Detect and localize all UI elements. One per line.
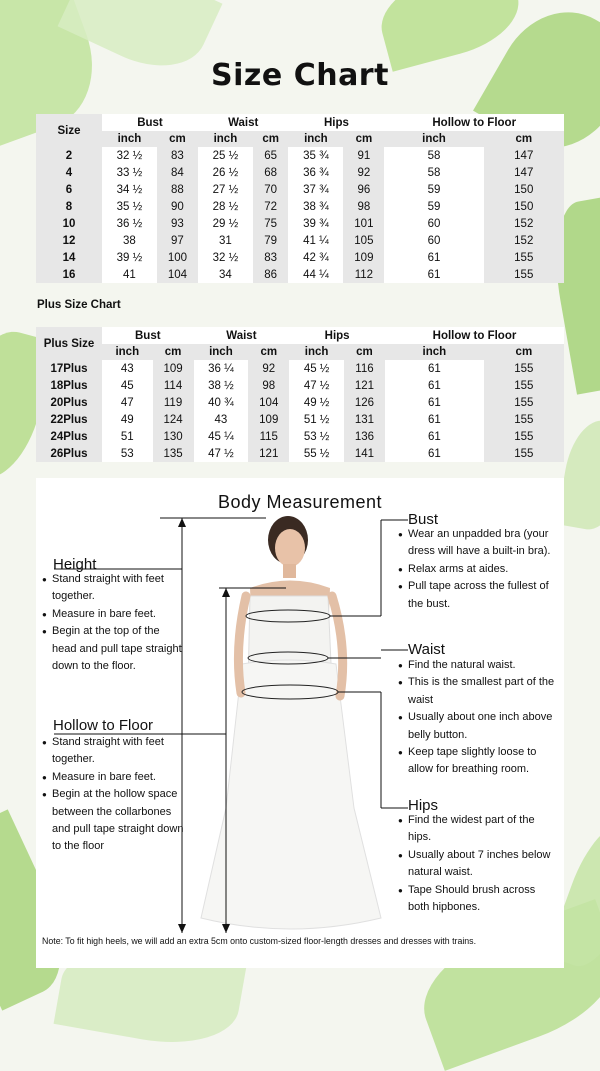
body-measurement-panel	[36, 478, 564, 968]
table-cell: 109	[153, 360, 194, 377]
table-cell: 55 ½	[303, 447, 330, 460]
table-cell: 83	[253, 249, 289, 266]
body-measurement-title: Body Measurement	[217, 492, 383, 512]
hollow-title: Hollow to Floor	[53, 717, 154, 734]
hips-notes	[398, 812, 558, 916]
unit-header: cm	[253, 131, 289, 147]
table-cell: 34 ½	[116, 183, 143, 196]
table-cell: 124	[153, 411, 194, 428]
plus-table-panel	[36, 327, 564, 462]
size-cell: 2	[36, 147, 102, 164]
table-cell: 104	[157, 266, 198, 283]
table-cell: 152	[484, 232, 565, 249]
unit-header: inch	[289, 344, 344, 360]
unit-header: cm	[484, 344, 564, 360]
table-cell: 147	[484, 147, 565, 164]
table-cell: 93	[157, 215, 198, 232]
table-cell: 96	[343, 181, 384, 198]
table-cell: 59	[427, 183, 441, 196]
model-figure	[201, 516, 381, 929]
list-item: ● Tape Should brush across both hipbones.	[398, 882, 558, 917]
table-cell: 109	[343, 249, 384, 266]
table-row	[36, 164, 564, 181]
size-cell: 18Plus	[36, 377, 102, 394]
table-cell: 92	[248, 360, 289, 377]
bust-header: Bust	[137, 116, 163, 129]
unit-header: inch	[288, 131, 343, 147]
size-cell: 20Plus	[36, 394, 102, 411]
table-cell: 92	[343, 164, 384, 181]
table-cell: 29 ½	[212, 217, 239, 230]
table-cell: 86	[253, 266, 289, 283]
table-cell: 152	[484, 215, 565, 232]
table-cell: 34	[219, 268, 232, 281]
table-cell: 119	[153, 394, 194, 411]
table-row	[36, 428, 564, 445]
table-cell: 45	[120, 379, 134, 392]
table-cell: 70	[253, 181, 289, 198]
table-cell: 135	[153, 445, 194, 462]
table-cell: 39 ¾	[303, 217, 329, 230]
table-row	[36, 377, 564, 394]
table-cell: 155	[484, 249, 565, 266]
table-cell: 105	[343, 232, 384, 249]
table-row	[36, 360, 564, 377]
table-cell: 45 ½	[303, 362, 330, 375]
size-header: Size	[36, 114, 102, 147]
table-cell: 36 ½	[116, 217, 143, 230]
table-row	[36, 198, 564, 215]
table-cell: 61	[427, 413, 441, 426]
table-cell: 59	[427, 200, 441, 213]
table-cell: 84	[157, 164, 198, 181]
table-cell: 116	[344, 360, 385, 377]
table-cell: 101	[343, 215, 384, 232]
size-cell: 22Plus	[36, 411, 102, 428]
table-cell: 131	[344, 411, 385, 428]
table-cell: 42 ¾	[303, 251, 329, 264]
size-table-panel	[36, 114, 564, 283]
hips-header: Hips	[324, 116, 349, 129]
list-item: ● This is the smallest part of the waist	[398, 674, 558, 709]
table-cell: 47	[120, 396, 134, 409]
waist-title: Waist	[408, 641, 445, 658]
table-cell: 100	[157, 249, 198, 266]
table-cell: 91	[343, 147, 384, 164]
table-cell: 49	[120, 413, 134, 426]
table-cell: 35 ½	[116, 200, 143, 213]
unit-header: inch	[198, 131, 253, 147]
table-row	[36, 181, 564, 198]
table-cell: 98	[248, 377, 289, 394]
table-cell: 83	[157, 147, 198, 164]
table-cell: 155	[484, 445, 564, 462]
size-cell: 24Plus	[36, 428, 102, 445]
table-cell: 109	[248, 411, 289, 428]
list-item: ● Find the natural waist.	[398, 657, 558, 674]
table-row	[36, 215, 564, 232]
table-cell: 136	[344, 428, 385, 445]
list-item: ● Usually about 7 inches below natural waist.	[398, 847, 558, 882]
table-cell: 130	[153, 428, 194, 445]
table-cell: 72	[253, 198, 289, 215]
list-item: ● Find the widest part of the hips.	[398, 812, 558, 847]
table-cell: 155	[484, 377, 564, 394]
table-cell: 155	[484, 360, 564, 377]
list-item: ● Measure in bare feet.	[42, 769, 190, 786]
unit-header: cm	[343, 131, 384, 147]
table-cell: 38 ½	[208, 379, 234, 392]
size-cell: 14	[36, 249, 102, 266]
table-cell: 155	[484, 428, 564, 445]
table-cell: 141	[344, 445, 385, 462]
size-table	[36, 114, 564, 283]
table-cell: 58	[427, 149, 441, 162]
list-item: ● Begin at the top of the head and pull tape straight down to the floor.	[42, 623, 184, 675]
hips-header: Hips	[324, 329, 350, 342]
table-cell: 114	[153, 377, 194, 394]
size-table-body	[36, 147, 564, 283]
list-item: ● Pull tape across the fullest of the bust.	[398, 578, 558, 613]
table-row	[36, 411, 564, 428]
table-cell: 112	[343, 266, 384, 283]
table-cell: 147	[484, 164, 565, 181]
list-item: ● Stand straight with feet together.	[42, 734, 190, 769]
bust-header: Bust	[135, 329, 161, 342]
plus-size-table	[36, 327, 564, 462]
waist-notes	[398, 657, 558, 779]
bust-notes	[398, 526, 558, 613]
table-cell: 60	[427, 217, 441, 230]
table-cell: 45 ¼	[208, 430, 234, 443]
list-item: ● Begin at the hollow space between the collarbones and pull tape straight down to the floor	[42, 786, 190, 856]
unit-header: inch	[385, 344, 484, 360]
table-cell: 43	[120, 362, 134, 375]
table-cell: 51 ½	[303, 413, 330, 426]
table-cell: 36 ¼	[208, 362, 234, 375]
list-item: ● Stand straight with feet together.	[42, 571, 184, 606]
size-cell: 17Plus	[36, 360, 102, 377]
list-item: ● Keep tape slightly loose to allow for breathing room.	[398, 744, 558, 779]
table-row	[36, 394, 564, 411]
table-row	[36, 147, 564, 164]
table-row	[36, 266, 564, 283]
unit-header: cm	[484, 131, 565, 147]
table-cell: 150	[484, 198, 565, 215]
table-cell: 32 ½	[116, 149, 143, 162]
table-cell: 41	[123, 268, 136, 281]
size-cell: 12	[36, 232, 102, 249]
table-cell: 65	[253, 147, 289, 164]
unit-header: cm	[248, 344, 289, 360]
table-cell: 41 ¼	[303, 234, 329, 247]
unit-header: cm	[153, 344, 194, 360]
list-item: ● Wear an unpadded bra (your dress will have a built-in bra).	[398, 526, 558, 561]
table-cell: 155	[484, 266, 565, 283]
table-cell: 35 ¾	[303, 149, 329, 162]
waist-header: Waist	[226, 329, 257, 342]
table-cell: 40 ¾	[208, 396, 234, 409]
high-heels-note: Note: To fit high heels, we will add an extra 5cm onto custom-sized floor-length dresses and dresses with trains.	[42, 936, 477, 946]
table-cell: 38	[123, 234, 136, 247]
table-cell: 61	[427, 362, 441, 375]
table-cell: 104	[248, 394, 289, 411]
table-cell: 97	[157, 232, 198, 249]
size-cell: 8	[36, 198, 102, 215]
table-cell: 61	[427, 447, 441, 460]
unit-header: inch	[384, 131, 483, 147]
table-cell: 126	[344, 394, 385, 411]
table-cell: 27 ½	[212, 183, 239, 196]
hollow-header: Hollow to Floor	[432, 116, 517, 129]
unit-header: cm	[157, 131, 198, 147]
table-cell: 150	[484, 181, 565, 198]
table-cell: 47 ½	[208, 447, 234, 460]
bust-title: Bust	[408, 511, 439, 528]
table-cell: 26 ½	[212, 166, 239, 179]
table-cell: 75	[253, 215, 289, 232]
table-cell: 61	[427, 268, 441, 281]
table-cell: 61	[427, 251, 441, 264]
size-cell: 6	[36, 181, 102, 198]
table-cell: 39 ½	[116, 251, 143, 264]
table-row	[36, 445, 564, 462]
table-cell: 121	[344, 377, 385, 394]
table-cell: 32 ½	[212, 251, 239, 264]
table-cell: 61	[427, 379, 441, 392]
table-cell: 49 ½	[303, 396, 330, 409]
table-cell: 68	[253, 164, 289, 181]
table-row	[36, 232, 564, 249]
table-cell: 53 ½	[303, 430, 330, 443]
table-cell: 61	[427, 430, 441, 443]
list-item: ● Relax arms at aides.	[398, 561, 558, 578]
table-cell: 98	[343, 198, 384, 215]
table-cell: 155	[484, 394, 564, 411]
hips-title: Hips	[408, 797, 439, 814]
plus-size-header: Plus Size	[36, 327, 102, 360]
waist-header: Waist	[228, 116, 259, 129]
list-item: ● Usually about one inch above belly button.	[398, 709, 558, 744]
table-cell: 61	[427, 396, 441, 409]
unit-header: cm	[344, 344, 385, 360]
unit-header: inch	[102, 131, 157, 147]
unit-header: inch	[102, 344, 153, 360]
list-item: ● Measure in bare feet.	[42, 606, 184, 623]
table-cell: 53	[120, 447, 134, 460]
size-cell: 4	[36, 164, 102, 181]
table-cell: 31	[219, 234, 232, 247]
table-row	[36, 249, 564, 266]
hollow-header: Hollow to Floor	[432, 329, 517, 342]
table-cell: 115	[248, 428, 289, 445]
height-title: Height	[53, 556, 97, 573]
plus-size-label: Plus Size Chart	[37, 299, 121, 311]
table-cell: 58	[427, 166, 441, 179]
table-cell: 90	[157, 198, 198, 215]
table-cell: 28 ½	[212, 200, 239, 213]
unit-header: inch	[194, 344, 249, 360]
table-cell: 155	[484, 411, 564, 428]
table-cell: 79	[253, 232, 289, 249]
table-cell: 88	[157, 181, 198, 198]
table-cell: 33 ½	[116, 166, 143, 179]
size-cell: 10	[36, 215, 102, 232]
table-cell: 43	[214, 413, 228, 426]
size-cell: 26Plus	[36, 445, 102, 462]
size-cell: 16	[36, 266, 102, 283]
table-cell: 37 ¾	[303, 183, 329, 196]
table-cell: 47 ½	[303, 379, 330, 392]
plus-table-body	[36, 360, 564, 462]
table-cell: 44 ¼	[303, 268, 329, 281]
table-cell: 60	[427, 234, 441, 247]
table-cell: 51	[120, 430, 134, 443]
table-cell: 121	[248, 445, 289, 462]
table-cell: 25 ½	[212, 149, 239, 162]
page-title: Size Chart	[211, 58, 389, 93]
table-cell: 36 ¾	[303, 166, 329, 179]
table-cell: 38 ¾	[303, 200, 329, 213]
height-notes	[42, 571, 184, 675]
hollow-notes	[42, 734, 190, 856]
